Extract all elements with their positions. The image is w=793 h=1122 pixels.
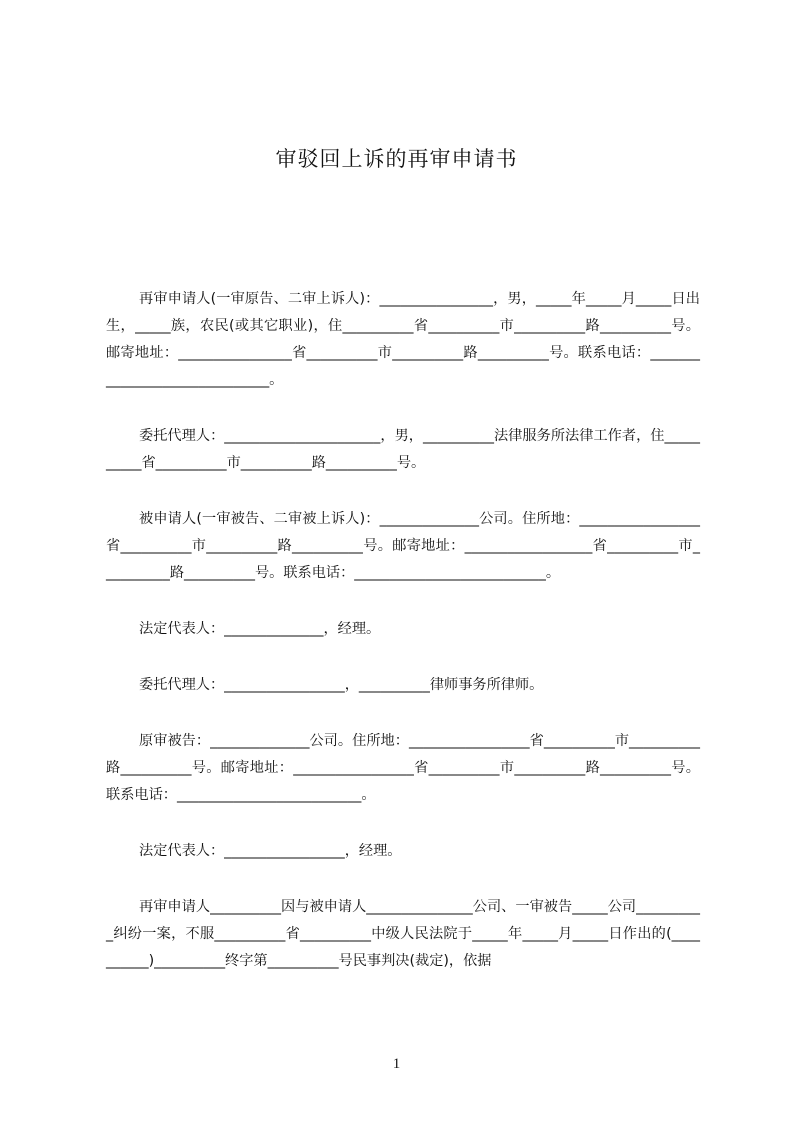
document-body: [106, 286, 700, 1004]
paragraph-defendant-legal-rep: 法定代表人：_________________，经理。: [139, 843, 402, 859]
paragraph-original-defendant: 原审被告：______________公司。住所地：_________________省__________市__________路__________号。邮寄地址：_________________省__________市__________路__________号。联系电话：__________________________。: [106, 733, 700, 803]
paragraph-respondent: 被申请人(一审被告、二审被上诉人)：______________公司。住所地：_________________省__________市__________路__________号。邮寄地址：__________________省__________市__________路__________号。联系电话：___________________________。: [106, 511, 700, 581]
paragraph-applicant: 再审申请人(一审原告、二审上诉人)：________________，男，_____年_____月_____日出生，_____族，农民(或其它职业)，住__________省__________市__________路__________号。邮寄地址：________________省__________市__________路__________号。联系电话：______________________________。: [106, 291, 700, 388]
paragraph-applicant-agent: 委托代理人：______________________，男，__________法律服务所法律工作者，住__________省__________市__________路__________号。: [106, 428, 700, 471]
page-number: 1: [392, 1056, 401, 1072]
paragraph-respondent-legal-rep: 法定代表人：______________，经理。: [139, 621, 381, 637]
paragraph-respondent-agent: 委托代理人：_________________，__________律师事务所律师。: [139, 677, 544, 693]
paragraph-case-statement: 再审申请人__________因与被申请人_______________公司、一审被告_____公司__________纠纷一案，不服__________省__________中级人民法院于_____年_____月_____日作出的(__________)__________终字第__________号民事判决(裁定)，依据: [106, 899, 700, 969]
document-title: 审驳回上诉的再审申请书: [275, 147, 518, 171]
